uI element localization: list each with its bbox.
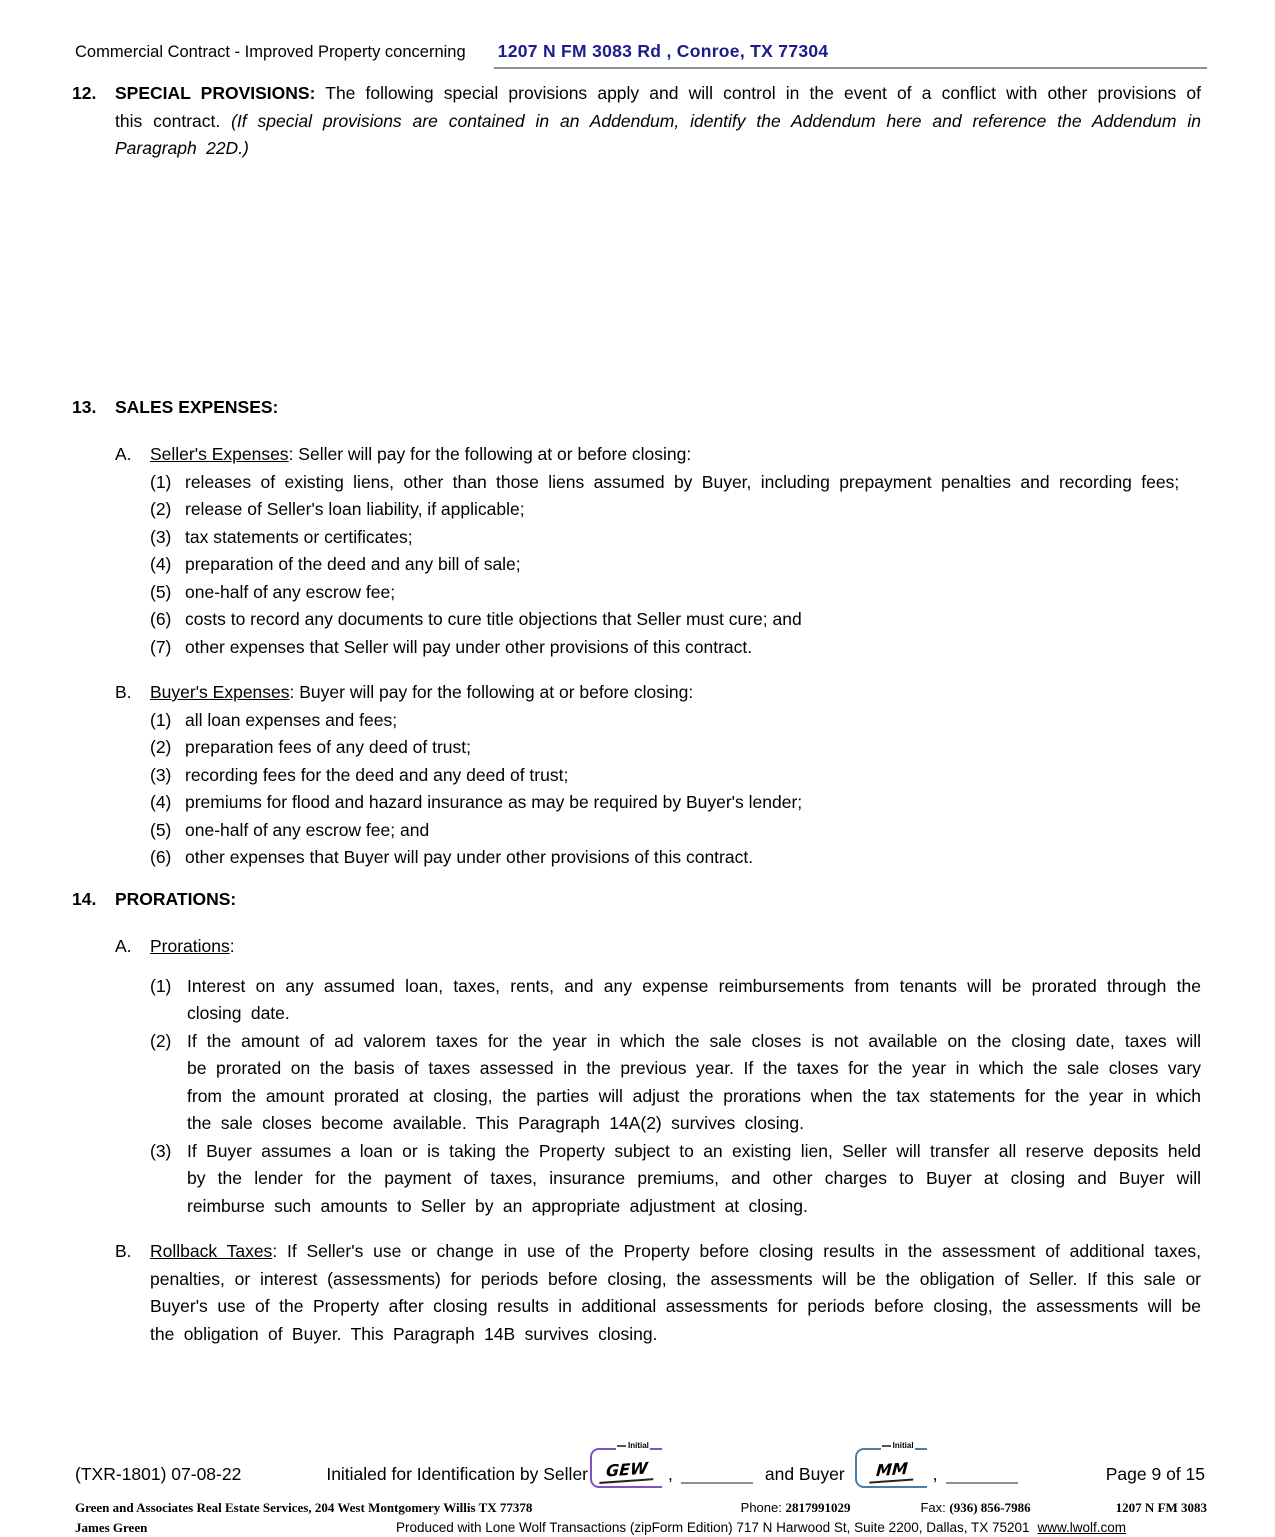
produced-with-note [315, 1518, 1207, 1537]
list-item-13b6 [150, 844, 1201, 872]
buyer-initials-box[interactable] [855, 1441, 927, 1488]
clause-label: A. [115, 444, 132, 464]
initials-group [326, 1441, 1105, 1488]
broker-office: Green and Associates Real Estate Services, 204 West Montgomery Willis TX 77378 [75, 1500, 533, 1515]
section-13-sales-expenses [72, 394, 1201, 422]
page-number: Page 9 of 15 [1105, 1463, 1205, 1484]
list-item-13a4 [150, 551, 1201, 579]
item-text: costs to record any documents to cure title objections that Seller must cure; and [185, 609, 802, 629]
section-text: The following special provisions apply and will control in the event of a conflict with other provisions of this contract. [115, 83, 1201, 131]
clause-text: : Buyer will pay for the following at or before closing: [289, 682, 694, 702]
phone-value: 2817991029 [785, 1500, 851, 1515]
file-reference: 1207 N FM 3083 [1115, 1500, 1207, 1515]
item-number: (3) [150, 1140, 172, 1161]
comma-separator: , [668, 1463, 673, 1484]
list-item-13b2 [150, 734, 1201, 762]
item-text: Interest on any assumed loan, taxes, rents, and any expense reimbursements from tenants will be prorated through the closing date. [187, 975, 1201, 1023]
clause-term: Rollback Taxes [150, 1241, 273, 1261]
item-text: recording fees for the deed and any deed of trust; [185, 764, 569, 785]
list-item-13b3 [150, 762, 1201, 790]
item-number: (2) [150, 499, 172, 519]
section-12-special-provisions [72, 80, 1201, 163]
item-text: release of Seller's loan liability, if applicable; [185, 499, 525, 519]
property-address-value: 1207 N FM 3083 Rd , Conroe, TX 77304 [497, 41, 829, 61]
and-buyer-label: and Buyer [764, 1463, 845, 1484]
item-number: (1) [150, 471, 172, 492]
produced-text: Produced with Lone Wolf Transactions (zipForm Edition) 717 N Harwood St, Suite 2200, Dallas, TX 75201 [395, 1520, 1030, 1535]
section-text-italic: (If special provisions are contained in an Addendum, identify the Addendum here and reference the Addendum in Paragraph 22D.) [115, 110, 1201, 158]
clause-label: B. [115, 1241, 132, 1261]
broker-footer [75, 1498, 1207, 1537]
section-14-prorations [72, 886, 1201, 914]
fax-label: Fax: [920, 1500, 950, 1515]
clause-14a-prorations [115, 933, 1201, 961]
clause-14b-rollback-taxes [115, 1238, 1202, 1348]
seller-second-initial-blank[interactable] [681, 1482, 753, 1484]
fax-value: (936) 856-7986 [949, 1500, 1031, 1515]
clause-label: A. [115, 936, 132, 956]
broker-footer-line2 [75, 1518, 1207, 1537]
section-title: PRORATIONS: [115, 888, 237, 909]
item-text: one-half of any escrow fee; and [185, 819, 430, 840]
clause-text: : Seller will pay for the following at or before closing: [288, 444, 692, 464]
initials-footer-row [75, 1441, 1205, 1488]
list-item-13a1 [150, 469, 1201, 497]
initial-tag-label: Initial [616, 1441, 650, 1451]
item-text: other expenses that Seller will pay under other provisions of this contract. [185, 636, 753, 657]
list-item-14a2 [150, 1028, 1201, 1138]
item-number: (7) [150, 636, 172, 657]
buyer-second-initial-blank[interactable] [946, 1482, 1018, 1484]
item-number: (3) [150, 764, 172, 785]
section-title: SPECIAL PROVISIONS: [115, 83, 316, 103]
item-text: preparation of the deed and any bill of sale; [185, 554, 521, 574]
list-item-14a1 [150, 973, 1201, 1028]
item-text: other expenses that Buyer will pay under other provisions of this contract. [185, 847, 754, 867]
broker-phone [741, 1498, 851, 1518]
list-item-13b5 [150, 817, 1201, 845]
broker-fax [920, 1498, 1030, 1518]
clause-term: Seller's Expenses [150, 444, 289, 464]
special-provisions-blank-area[interactable] [0, 163, 1275, 394]
item-text: one-half of any escrow fee; [185, 581, 396, 602]
clause-text: : If Seller's use or change in use of the Property before closing results in the assessment of additional taxes, penalties, or interest (assessments) for periods before closing, the assessments will be the obligation of Seller. If this sale or Buyer's use of the Property after closing results in additional assessments for periods before closing, the assessments will be the obligation of Buyer. This Paragraph 14B survives closing. [150, 1241, 1202, 1344]
item-text: all loan expenses and fees; [185, 709, 398, 730]
broker-footer-line1 [75, 1498, 1207, 1518]
clause-13b-buyers-expenses [115, 679, 1201, 707]
item-text: If Buyer assumes a loan or is taking the Property subject to an existing lien, Seller will transfer all reserve deposits held by the lender for the payment of taxes, insurance premiums, and other charges to Buyer at closing and Buyer will reimburse such amounts to Seller by an appropriate adjustment at closing. [187, 1140, 1201, 1216]
section-number: 13. [72, 396, 97, 417]
item-text: releases of existing liens, other than those liens assumed by Buyer, including prepayment penalties and recording fees; [185, 471, 1180, 492]
clause-term: Buyer's Expenses [150, 682, 290, 702]
clause-label: B. [115, 682, 132, 702]
list-item-14a3 [150, 1138, 1201, 1221]
item-number: (6) [150, 609, 172, 629]
clause-13a-sellers-expenses [115, 441, 1201, 469]
list-item-13a7 [150, 634, 1201, 662]
section-number: 14. [72, 888, 97, 909]
property-address-field [494, 38, 1207, 69]
list-item-13b4 [150, 789, 1201, 817]
list-item-13b1 [150, 707, 1201, 735]
initial-tag-label: Initial [881, 1441, 915, 1451]
list-item-13a6 [150, 606, 1201, 634]
broker-agent-name: James Green [75, 1520, 148, 1535]
list-item-13a5 [150, 579, 1201, 607]
item-number: (5) [150, 581, 172, 602]
buyer-initials-signature: MM [869, 1459, 914, 1483]
header-form-title: Commercial Contract - Improved Property concerning [75, 43, 466, 61]
item-number: (3) [150, 526, 172, 547]
item-number: (4) [150, 792, 172, 812]
section-number: 12. [72, 83, 97, 103]
list-item-13a3 [150, 524, 1201, 552]
initialed-label: Initialed for Identification by Seller [326, 1463, 588, 1484]
clause-text: : [229, 936, 235, 956]
item-text: tax statements or certificates; [185, 526, 413, 547]
item-number: (2) [150, 737, 172, 757]
item-number: (5) [150, 819, 172, 840]
item-text: If the amount of ad valorem taxes for the year in which the sale closes is not available on the closing date, taxes will be prorated on the basis of taxes assessed in the previous year. If the taxes for the year in which the sale closes vary from the amount prorated at closing, the parties will adjust the prorations when the tax statements for the year in which the sale closes become available. This Paragraph 14A(2) survives closing. [187, 1030, 1201, 1133]
item-text: preparation fees of any deed of trust; [185, 737, 472, 757]
clause-term: Prorations [150, 936, 230, 956]
item-number: (1) [150, 975, 172, 996]
seller-initials-signature: GEW [599, 1459, 654, 1484]
item-number: (2) [150, 1030, 172, 1051]
section-title: SALES EXPENSES: [115, 396, 279, 417]
item-number: (4) [150, 554, 172, 574]
comma-separator: , [932, 1463, 938, 1484]
item-number: (1) [150, 709, 172, 730]
page-header [75, 38, 1207, 69]
item-text: premiums for flood and hazard insurance as may be required by Buyer's lender; [185, 792, 803, 812]
phone-label: Phone: [740, 1500, 786, 1515]
form-code: (TXR-1801) 07-08-22 [75, 1463, 242, 1484]
list-item-13a2 [150, 496, 1201, 524]
item-number: (6) [150, 847, 172, 867]
seller-initials-box[interactable] [590, 1441, 662, 1488]
lwolf-link[interactable]: www.lwolf.com [1037, 1520, 1127, 1535]
contract-body [0, 80, 1275, 1348]
